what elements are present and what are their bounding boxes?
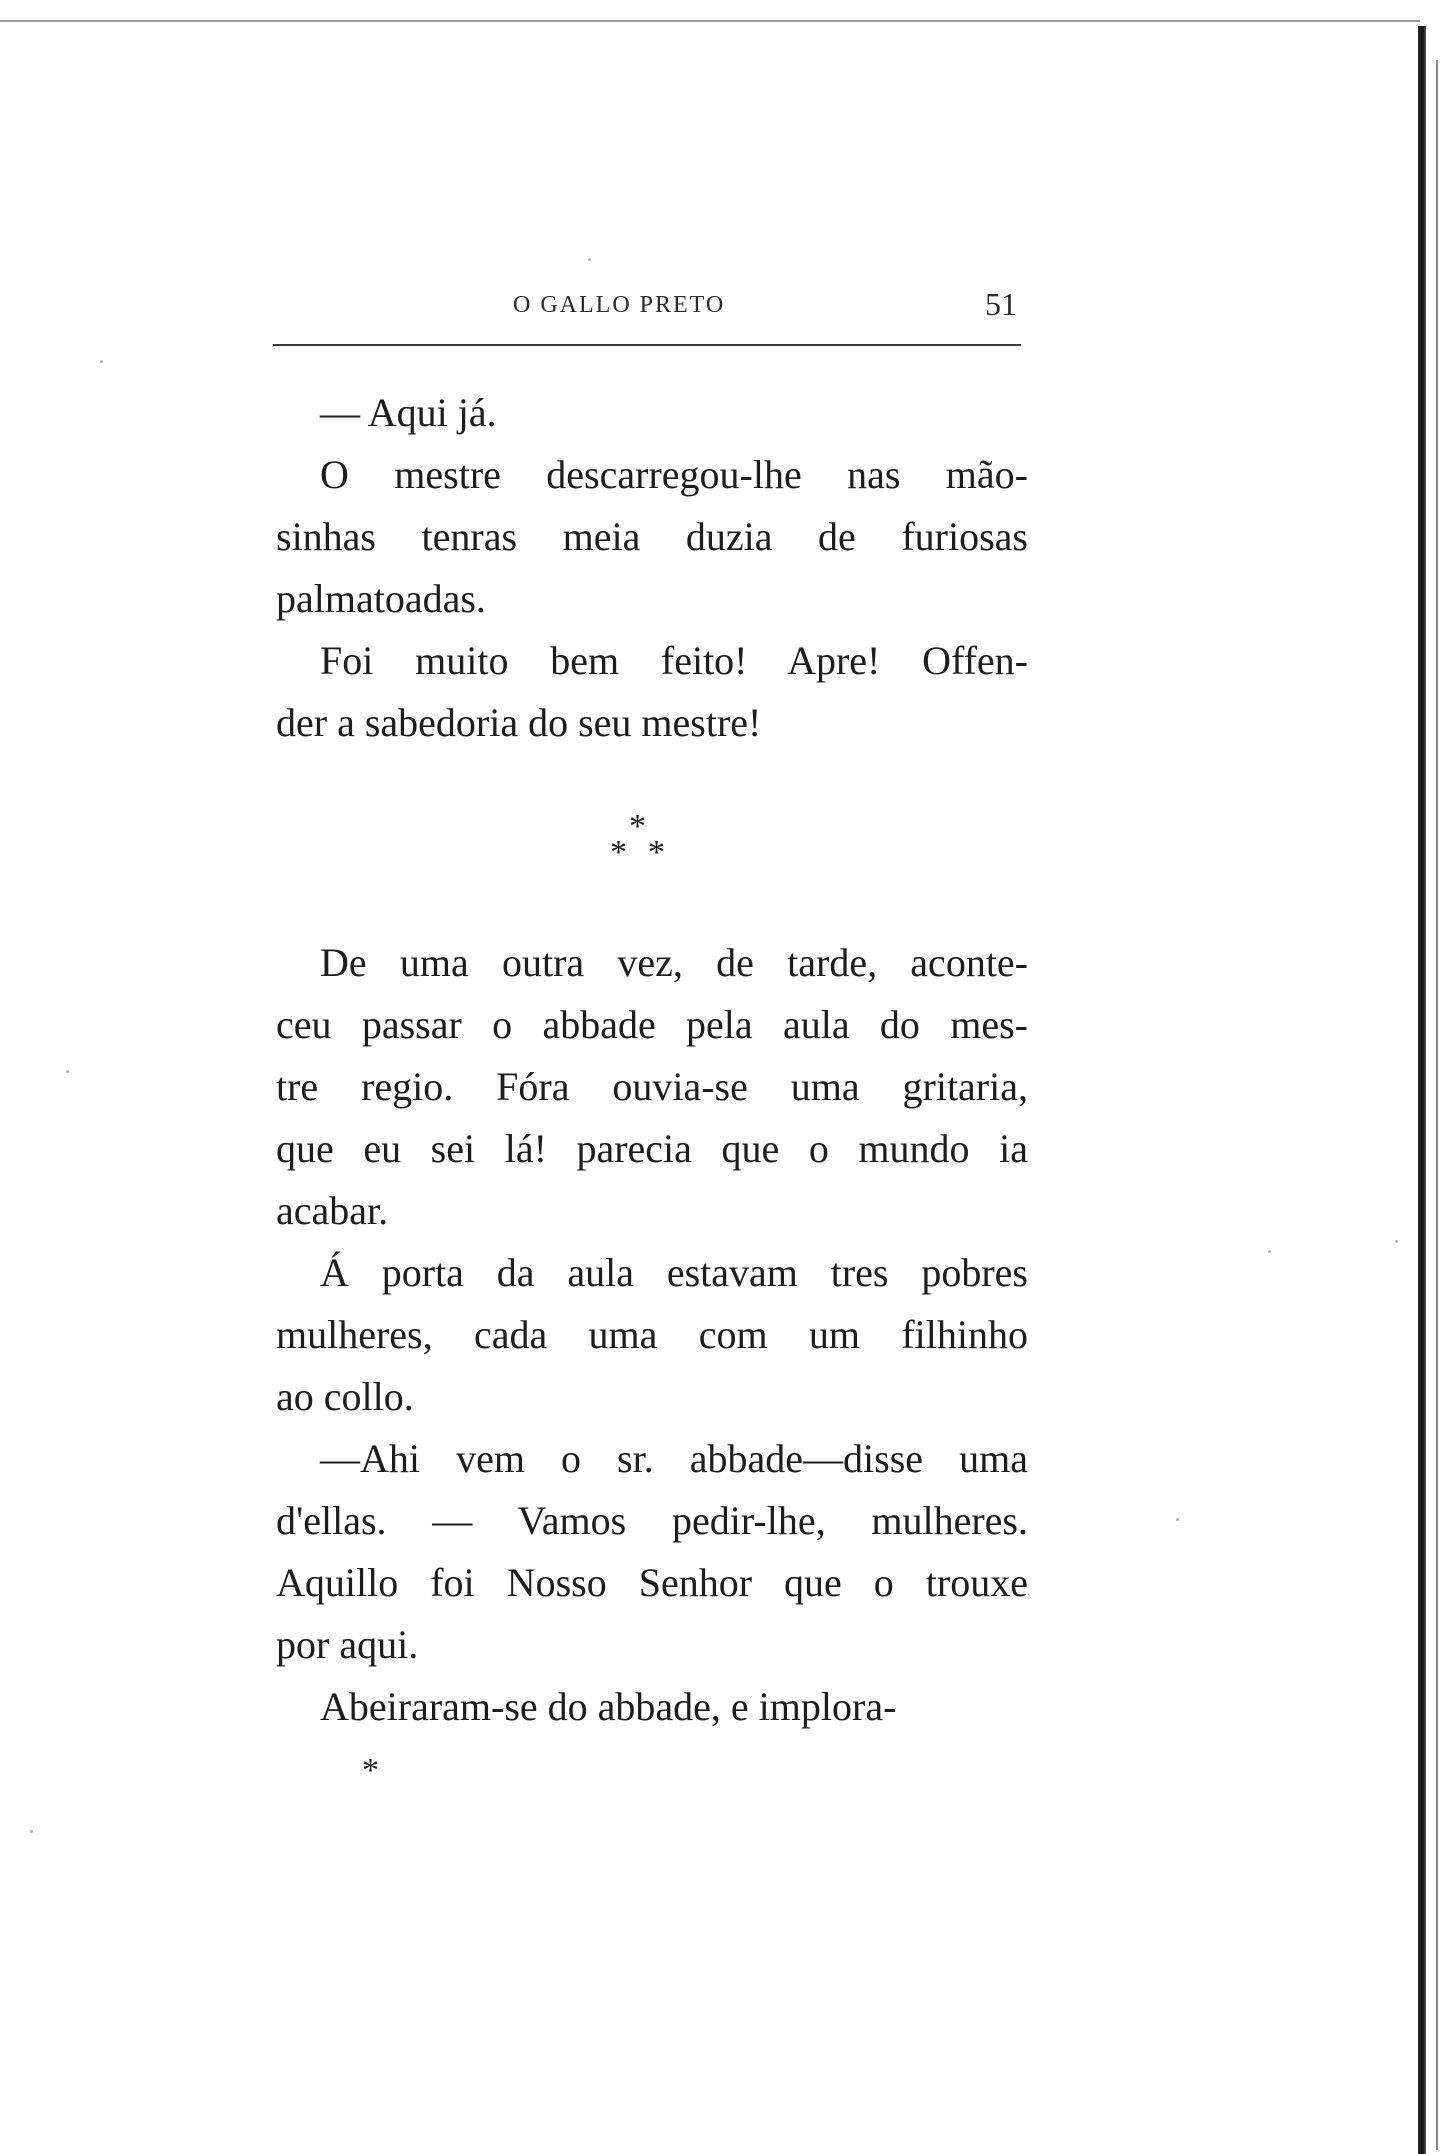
text-line: Aquillo foi Nosso Senhor que o trouxe (276, 1560, 1028, 1605)
paper-speck (30, 1830, 33, 1833)
text-line: mulheres, cada uma com um filhinho (276, 1312, 1028, 1357)
paragraph (276, 1428, 1028, 1676)
text-line: —Ahi vem o sr. abbade—disse uma (320, 1436, 1028, 1481)
paper-speck (1268, 1250, 1271, 1253)
text-line: palmatoadas. (276, 576, 486, 621)
text-line: ao collo. (276, 1374, 414, 1419)
text-line: — Aqui já. (320, 390, 497, 435)
section-break-asterism (600, 808, 680, 878)
text-line: O mestre descarregou-lhe nas mão- (320, 452, 1028, 497)
signature-mark: * (362, 1752, 379, 1789)
paragraph (276, 630, 1028, 754)
text-line: ceu passar o abbade pela aula do mes- (276, 1002, 1028, 1047)
text-line: Á porta da aula estavam tres pobres (320, 1250, 1028, 1295)
running-title: O GALLO PRETO (513, 292, 726, 318)
text-line: der a sabedoria do seu mestre! (276, 700, 762, 745)
text-line: Foi muito bem feito! Apre! Offen- (320, 638, 1028, 683)
paragraph (276, 1242, 1028, 1428)
text-line: acabar. (276, 1188, 389, 1233)
book-spine-shadow (1418, 26, 1426, 2154)
text-line: por aqui. (276, 1622, 419, 1667)
text-line: que eu sei lá! parecia que o mundo ia (276, 1126, 1028, 1171)
book-spine-edge (1436, 60, 1438, 2150)
running-header (273, 286, 1021, 330)
asterisk: * (610, 834, 627, 871)
paper-speck (1176, 1518, 1179, 1521)
text-line: De uma outra vez, de tarde, aconte- (320, 940, 1028, 985)
paragraph (276, 932, 1028, 1242)
paper-speck (588, 258, 591, 261)
page-number: 51 (985, 286, 1017, 322)
body-text-continued (276, 932, 1028, 1738)
text-line: d'ellas. — Vamos pedir-lhe, mulheres. (276, 1498, 1028, 1543)
text-line: tre regio. Fóra ouvia-se uma gritaria, (276, 1064, 1028, 1109)
page-top-edge (0, 20, 1420, 22)
asterisk: * (629, 808, 646, 845)
header-rule (273, 344, 1021, 346)
text-line: Abeiraram-se do abbade, e implora- (320, 1684, 897, 1729)
asterisk: * (648, 834, 665, 871)
body-text (276, 382, 1028, 754)
text-line: sinhas tenras meia duzia de furiosas (276, 514, 1028, 559)
paper-speck (66, 1070, 69, 1073)
paper-speck (100, 360, 103, 363)
paragraph (276, 382, 1028, 444)
paper-speck (1395, 1240, 1398, 1243)
paragraph (276, 1676, 1028, 1738)
paragraph (276, 444, 1028, 630)
